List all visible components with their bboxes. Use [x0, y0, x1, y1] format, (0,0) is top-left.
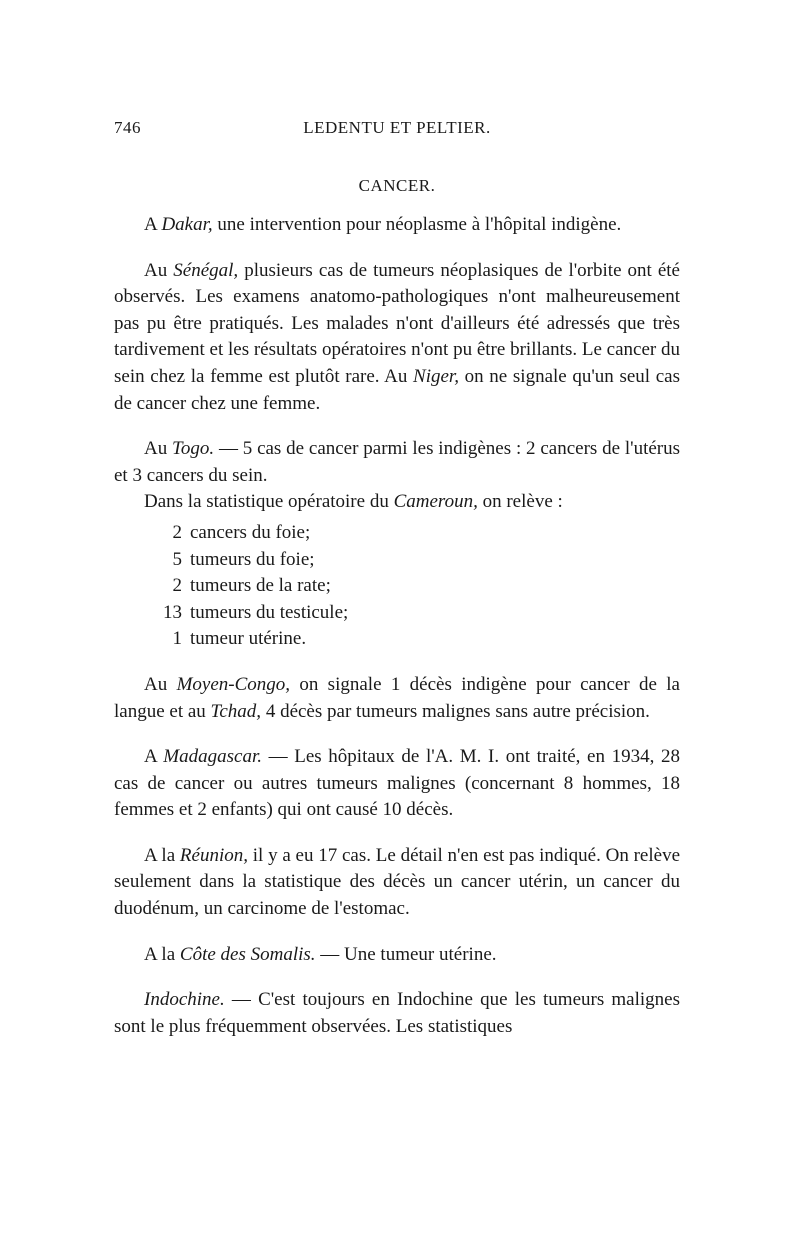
paragraph-togo: Au Togo. — 5 cas de cancer parmi les indigènes : 2 cancers de l'utérus et 3 cancers du sein.: [114, 438, 680, 486]
list-item: 2 tumeurs de la rate;: [172, 575, 331, 597]
list-item: 13 tumeurs du testicule;: [163, 601, 349, 623]
place-indochine: Indochine.: [144, 989, 225, 1011]
place-togo: Togo.: [172, 438, 215, 460]
paragraph-somalis: A la Côte des Somalis. — Une tumeur utérine.: [144, 943, 497, 965]
paragraph-moyen-congo: Au Moyen-Congo, on signale 1 décès indigène pour cancer de la langue et au Tchad, 4 décès par tumeurs malignes sans autre précision.: [114, 673, 680, 722]
paragraph-madagascar: A Madagascar. — Les hôpitaux de l'A. M. I. ont traité, en 1934, 28 cas de cancer ou autres tumeurs malignes (concernant 8 hommes, 18 femmes et 2 enfants) qui ont causé 10 décès.: [114, 746, 680, 821]
page-number: 746: [114, 118, 141, 137]
place-cameroun: Cameroun,: [393, 491, 478, 513]
place-dakar: Dakar,: [161, 214, 213, 235]
running-head: LEDENTU ET PELTIER.: [303, 118, 491, 137]
page-body: [114, 212, 680, 1040]
list-item: 5 tumeurs du foie;: [172, 548, 315, 570]
section-title: CANCER.: [358, 176, 436, 195]
paragraph-senegal: Au Sénégal, plusieurs cas de tumeurs néoplasiques de l'orbite ont été observés. Les examens anatomo-pathologiques n'ont malheureusement pas pu être pratiqués. Les malades n'ont d'ailleurs été adressés que très tardivement et les résultats opératoires n'ont pu être brillants. Le cancer du sein chez la femme est plutôt rare. Au Niger, on ne signale qu'un seul cas de cancer chez une femme.: [114, 259, 680, 414]
cameroun-list: [114, 520, 680, 653]
place-senegal: Sénégal,: [173, 259, 239, 281]
list-item: 2 cancers du foie;: [172, 521, 311, 543]
paragraph-reunion: A la Réunion, il y a eu 17 cas. Le détail n'en est pas indiqué. On relève seulement dans la statistique des décès un cancer utérin, un cancer du duodénum, un carcinome de l'estomac.: [114, 844, 680, 920]
place-moyen-congo: Moyen-Congo,: [176, 673, 291, 695]
place-tchad: Tchad,: [210, 700, 262, 722]
place-somalis: Côte des Somalis.: [179, 943, 316, 965]
list-item: 1 tumeur utérine.: [172, 628, 307, 650]
place-niger: Niger,: [413, 365, 459, 387]
page-header: [114, 118, 680, 146]
paragraph-dakar: A Dakar, une intervention pour néoplasme à l'hôpital indigène.: [144, 214, 622, 235]
paragraph-indochine: Indochine. — C'est toujours en Indochine que les tumeurs malignes sont le plus fréquemment observées. Les statistiques: [114, 989, 680, 1037]
place-madagascar: Madagascar.: [163, 746, 262, 768]
place-reunion: Réunion,: [179, 844, 248, 866]
paragraph-cameroun: Dans la statistique opératoire du Cameroun, on relève :: [144, 491, 563, 513]
